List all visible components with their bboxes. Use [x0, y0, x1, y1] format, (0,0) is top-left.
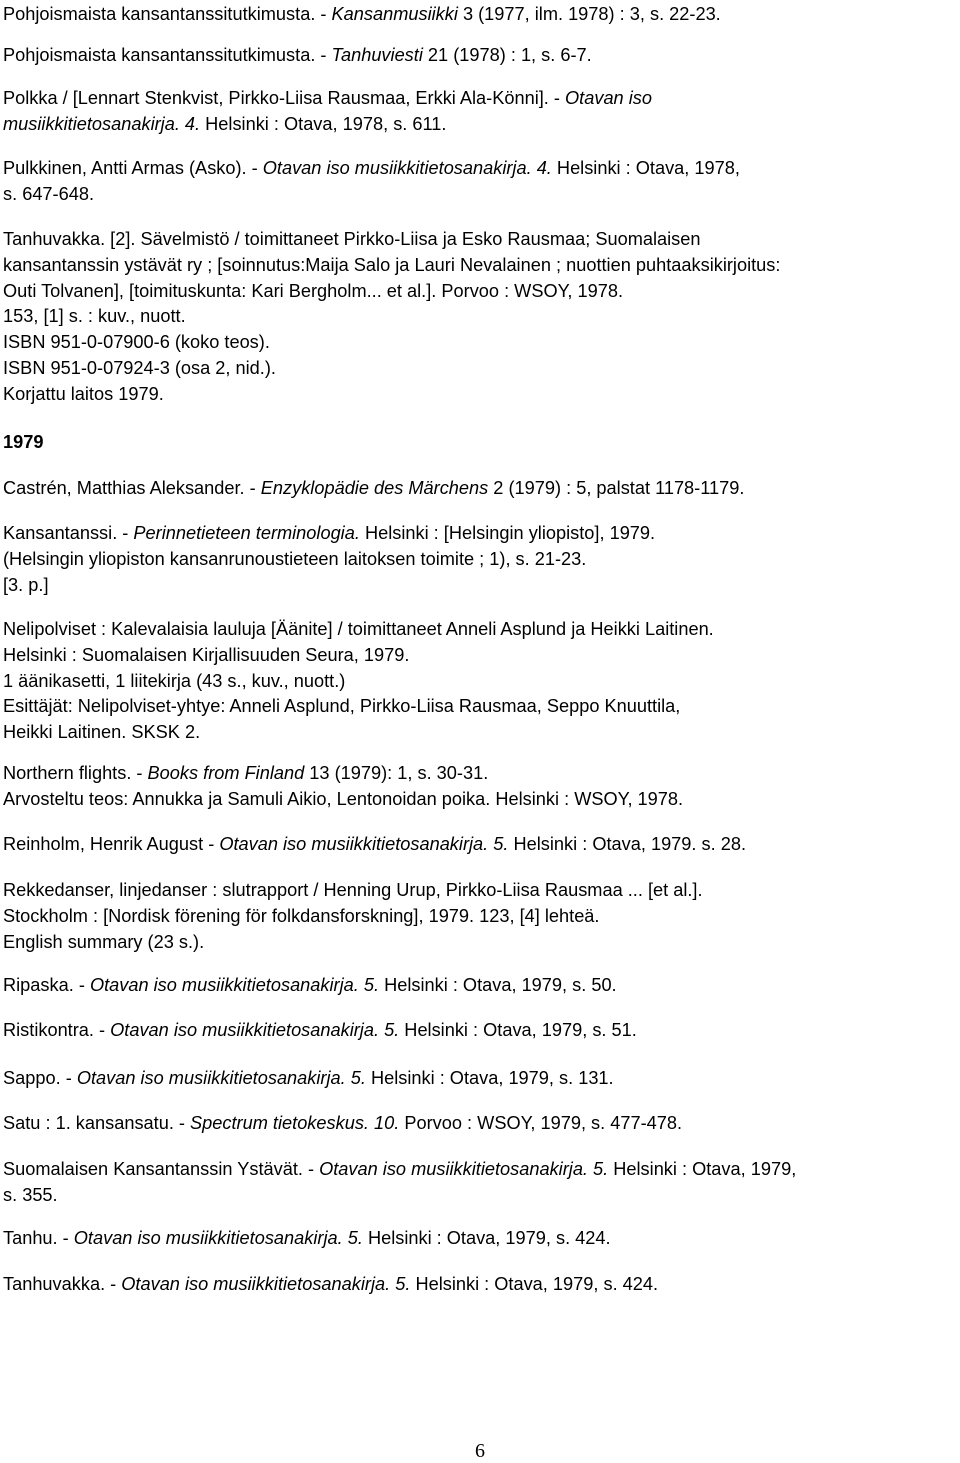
- year-heading: 1979: [3, 432, 44, 452]
- bibliography-entry: [3, 617, 957, 746]
- entry-text: Pulkkinen, Antti Armas (Asko). -: [3, 158, 263, 178]
- entry-text: 3 (1977, ilm. 1978) : 3, s. 22-23.: [457, 4, 721, 24]
- bibliography-entry: [3, 227, 957, 408]
- entry-text: Helsinki : Otava, 1979, s. 50.: [379, 975, 617, 995]
- entry-line: [3, 973, 957, 999]
- entry-text: kansantanssin ystävät ry ; [soinnutus:Maija Salo ja Lauri Nevalainen ; nuottien puhtaaksikirjoitus:: [3, 254, 781, 275]
- bibliography-entry: [3, 973, 957, 999]
- entry-line: [3, 787, 957, 813]
- entry-line: [3, 1018, 957, 1044]
- entry-line: [3, 356, 957, 382]
- italic-title: Enzyklopädie des Märchens: [260, 478, 489, 498]
- entry-text: Helsinki : Otava, 1979, s. 131.: [365, 1068, 614, 1088]
- entry-line: [3, 1272, 957, 1298]
- entry-text: Ripaska. -: [3, 975, 90, 995]
- entry-text: Pohjoismaista kansantanssitutkimusta. -: [3, 45, 332, 65]
- bibliography-entry: [3, 878, 957, 955]
- bibliography-entry: [3, 1157, 957, 1209]
- italic-title: Otavan iso musiikkitietosanakirja. 5.: [121, 1274, 411, 1294]
- entry-line: [3, 761, 957, 787]
- entry-line: [3, 1226, 957, 1252]
- entry-text: 21 (1978) : 1, s. 6-7.: [422, 45, 592, 65]
- entry-text: 1 äänikasetti, 1 liitekirja (43 s., kuv., nuott.): [3, 670, 346, 691]
- entry-text: Helsinki : Suomalaisen Kirjallisuuden Seura, 1979.: [3, 644, 410, 665]
- bibliography-entry: [3, 832, 957, 858]
- entry-line: [3, 156, 957, 182]
- entry-line: [3, 832, 957, 858]
- bibliography-entry: [3, 1018, 957, 1044]
- entry-text: Kansantanssi. -: [3, 523, 134, 543]
- italic-title: Spectrum tietokeskus. 10.: [190, 1113, 400, 1133]
- bibliography-entry: [3, 1272, 957, 1298]
- entry-text: Helsinki : Otava, 1979, s. 51.: [399, 1020, 637, 1040]
- entry-line: [3, 547, 957, 573]
- entry-text: Heikki Laitinen. SKSK 2.: [3, 722, 201, 743]
- entry-text: Suomalaisen Kansantanssin Ystävät. -: [3, 1159, 320, 1179]
- italic-title: Otavan iso: [565, 88, 652, 108]
- entry-text: Arvosteltu teos: Annukka ja Samuli Aikio, Lentonoidan poika. Helsinki : WSOY, 1978.: [3, 788, 684, 809]
- italic-title: Tanhuviesti: [331, 45, 423, 65]
- entry-text: Stockholm : [Nordisk förening för folkdansforskning], 1979. 123, [4] lehteä.: [3, 905, 600, 926]
- entry-text: (Helsingin yliopiston kansanrunoustieteen laitoksen toimite ; 1), s. 21-23.: [3, 548, 587, 569]
- entry-text: 2 (1979) : 5, palstat 1178-1179.: [488, 478, 745, 498]
- entry-line: [3, 304, 957, 330]
- entry-text: Tanhuvakka. [2]. Sävelmistö / toimittaneet Pirkko-Liisa ja Esko Rausmaa; Suomalaisen: [3, 229, 701, 249]
- entry-line: [3, 330, 957, 356]
- entry-text: Helsinki : Otava, 1979,: [608, 1159, 797, 1179]
- entry-text: Esittäjät: Nelipolviset-yhtye: Anneli Asplund, Pirkko-Liisa Rausmaa, Seppo Knuuttila,: [3, 696, 681, 717]
- entry-text: [3. p.]: [3, 574, 49, 595]
- italic-title: Kansanmusiikki: [331, 4, 458, 24]
- italic-title: Otavan iso musiikkitietosanakirja. 4.: [262, 158, 552, 178]
- entry-line: [3, 878, 957, 904]
- entry-text: Polkka / [Lennart Stenkvist, Pirkko-Liisa Rausmaa, Erkki Ala-Könni]. -: [3, 88, 566, 108]
- bibliography-entry: [3, 476, 957, 502]
- entry-text: Reinholm, Henrik August -: [3, 834, 220, 854]
- italic-title: Otavan iso musiikkitietosanakirja. 5.: [73, 1228, 363, 1248]
- entry-text: Tanhu. -: [3, 1228, 74, 1248]
- entry-line: [3, 43, 957, 69]
- entry-text: Porvoo : WSOY, 1979, s. 477-478.: [399, 1113, 683, 1133]
- entry-text: ISBN 951-0-07900-6 (koko teos).: [3, 332, 270, 353]
- bibliography-entry: [3, 1111, 957, 1137]
- entry-line: [3, 930, 957, 956]
- italic-title: musiikkitietosanakirja. 4.: [3, 113, 201, 134]
- entry-text: Rekkedanser, linjedanser : slutrapport / Henning Urup, Pirkko-Liisa Rausmaa ... [et al.].: [3, 880, 703, 900]
- entry-line: [3, 86, 957, 112]
- entry-text: Northern flights. -: [3, 763, 148, 783]
- bibliography-entry: [3, 2, 957, 28]
- entry-line: [3, 643, 957, 669]
- entry-line: [3, 1111, 957, 1137]
- entry-text: s. 647-648.: [3, 183, 94, 204]
- bibliography-entry: [3, 1226, 957, 1252]
- entry-text: Ristikontra. -: [3, 1020, 111, 1040]
- entry-text: Helsinki : [Helsingin yliopisto], 1979.: [359, 523, 656, 543]
- entry-text: 13 (1979): 1, s. 30-31.: [304, 763, 489, 783]
- italic-title: Otavan iso musiikkitietosanakirja. 5.: [319, 1159, 609, 1179]
- bibliography-entry: [3, 86, 957, 138]
- entry-text: Helsinki : Otava, 1978,: [551, 158, 740, 178]
- entry-line: [3, 2, 957, 28]
- italic-title: Otavan iso musiikkitietosanakirja. 5.: [110, 1020, 400, 1040]
- entry-text: Castrén, Matthias Aleksander. -: [3, 478, 261, 498]
- entry-line: [3, 382, 957, 408]
- entry-text: Nelipolviset : Kalevalaisia lauluja [Äänite] / toimittaneet Anneli Asplund ja Heikki Laitinen.: [3, 619, 714, 639]
- entry-text: 153, [1] s. : kuv., nuott.: [3, 306, 186, 327]
- entry-line: [3, 1157, 957, 1183]
- entry-line: [3, 521, 957, 547]
- entry-line: [3, 573, 957, 599]
- entry-text: English summary (23 s.).: [3, 931, 205, 952]
- bibliography-entry: [3, 761, 957, 813]
- entry-line: [3, 112, 957, 138]
- entry-line: [3, 1183, 957, 1209]
- italic-title: Otavan iso musiikkitietosanakirja. 5.: [219, 834, 509, 854]
- entry-text: Outi Tolvanen], [toimituskunta: Kari Bergholm... et al.]. Porvoo : WSOY, 1978.: [3, 280, 624, 301]
- bibliography-entry: [3, 521, 957, 598]
- entry-text: s. 355.: [3, 1184, 58, 1205]
- italic-title: Otavan iso musiikkitietosanakirja. 5.: [89, 975, 380, 995]
- bibliography-entry: [3, 1066, 957, 1092]
- entry-text: Helsinki : Otava, 1979. s. 28.: [508, 834, 747, 854]
- entry-text: Satu : 1. kansansatu. -: [3, 1113, 191, 1133]
- entry-text: Helsinki : Otava, 1979, s. 424.: [362, 1228, 611, 1248]
- entry-line: [3, 476, 957, 502]
- entry-text: Sappo. -: [3, 1068, 77, 1088]
- entry-line: [3, 694, 957, 720]
- entry-line: [3, 904, 957, 930]
- entry-line: [3, 279, 957, 305]
- entry-text: Tanhuvakka. -: [3, 1274, 122, 1294]
- entry-text: Pohjoismaista kansantanssitutkimusta. -: [3, 4, 332, 24]
- page-number: 6: [475, 1440, 485, 1462]
- entry-line: [3, 1066, 957, 1092]
- entry-text: ISBN 951-0-07924-3 (osa 2, nid.).: [3, 357, 276, 378]
- italic-title: Perinnetieteen terminologia.: [133, 523, 360, 543]
- italic-title: Otavan iso musiikkitietosanakirja. 5.: [76, 1068, 366, 1088]
- entry-line: [3, 182, 957, 208]
- entry-line: [3, 253, 957, 279]
- entry-text: Korjattu laitos 1979.: [3, 383, 164, 404]
- entry-line: [3, 617, 957, 643]
- entry-text: Helsinki : Otava, 1978, s. 611.: [200, 113, 447, 134]
- entry-text: Helsinki : Otava, 1979, s. 424.: [410, 1274, 659, 1294]
- italic-title: Books from Finland: [147, 763, 305, 783]
- bibliography-entry: [3, 156, 957, 208]
- entry-line: [3, 720, 957, 746]
- entry-line: [3, 227, 957, 253]
- bibliography-entry: [3, 43, 957, 69]
- entry-line: [3, 669, 957, 695]
